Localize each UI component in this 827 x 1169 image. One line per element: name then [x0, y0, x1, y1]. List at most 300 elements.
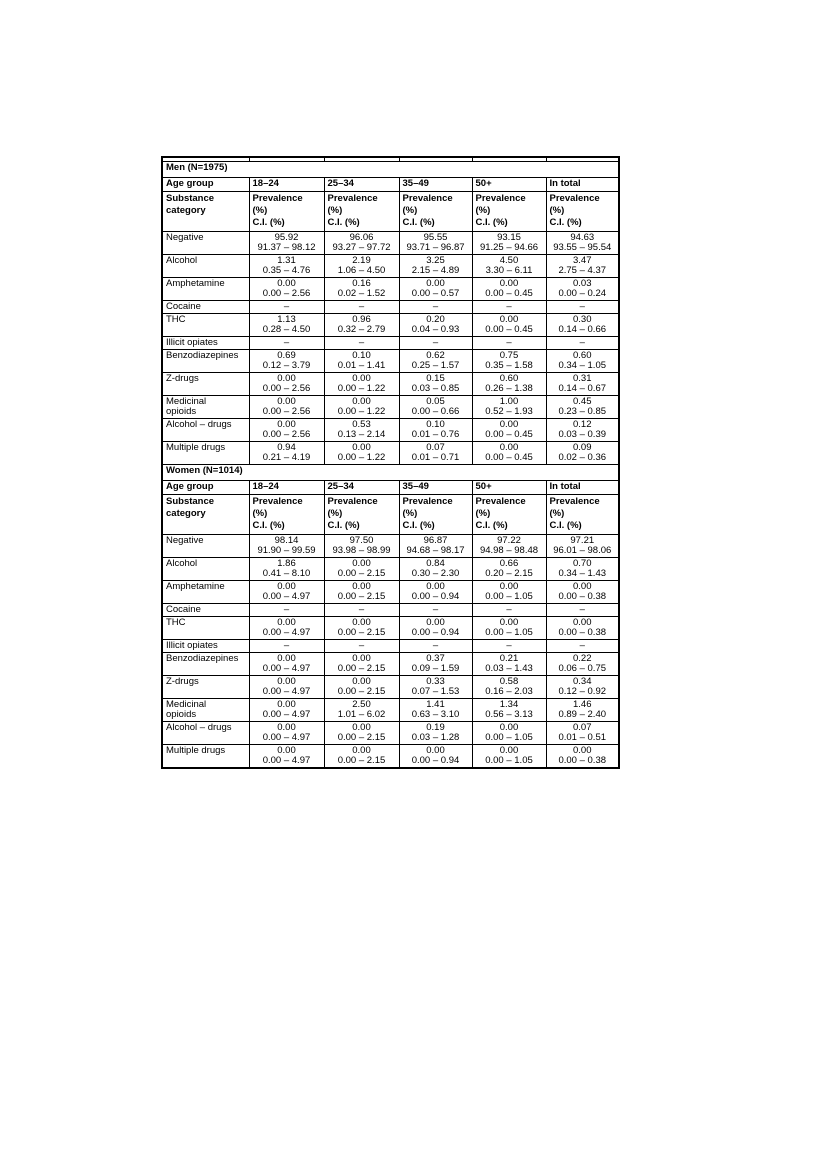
measure-header-row [162, 495, 619, 535]
cell-line: Z-drugs [166, 373, 199, 384]
cell-line: 0.00 [277, 617, 296, 628]
data-cell [546, 676, 619, 699]
data-cell [399, 350, 472, 373]
cell-line: 94.68 – 98.17 [406, 545, 465, 556]
cell-line: 0.00 – 1.05 [485, 627, 533, 638]
cell-line: 25–34 [327, 481, 354, 492]
data-cell [399, 255, 472, 278]
cell-line: – [432, 604, 439, 615]
cell-line: – [579, 337, 585, 348]
data-cell [249, 558, 324, 581]
cell-line: 91.90 – 99.59 [257, 545, 316, 556]
cell-line: 0.02 – 0.36 [558, 452, 607, 463]
cell-line: 0.00 [426, 581, 445, 592]
age-group-header [162, 178, 249, 192]
data-cell [324, 350, 399, 373]
cell-line: In total [549, 481, 581, 492]
cell-line: 0.00 – 0.94 [411, 627, 460, 638]
substance-label [162, 442, 249, 465]
substance-label [162, 278, 249, 301]
substance-label [162, 558, 249, 581]
cell-line: opioids [166, 709, 197, 720]
section-title: Men (N=1975) [162, 162, 619, 178]
data-cell [249, 278, 324, 301]
cell-line: (%) [402, 205, 418, 216]
data-cell [472, 581, 546, 604]
cell-line: 0.00 – 0.38 [558, 591, 607, 602]
cell-line: Prevalence [327, 193, 378, 204]
cell-line: 93.71 – 96.87 [406, 242, 465, 253]
cell-line: 0.26 – 1.38 [485, 383, 533, 394]
cell-line: 0.00 – 0.94 [411, 755, 460, 766]
cell-line: 0.00 [352, 676, 371, 687]
cell-line: 2.50 [352, 699, 371, 710]
data-cell [324, 419, 399, 442]
data-cell [546, 301, 619, 314]
data-cell [472, 676, 546, 699]
table-row [162, 442, 619, 465]
cell-line: Cocaine [166, 301, 201, 312]
section-title: Women (N=1014) [162, 465, 619, 481]
cell-line: 0.01 – 0.76 [411, 429, 460, 440]
substance-label [162, 617, 249, 640]
cell-line: – [506, 301, 512, 312]
data-cell [324, 278, 399, 301]
cell-line: 94.98 – 98.48 [479, 545, 539, 556]
cell-line: 0.06 – 0.75 [558, 663, 607, 674]
cell-line: 1.00 [499, 396, 519, 407]
cell-line: 50+ [475, 178, 492, 189]
cell-line: 2.19 [352, 255, 371, 266]
cell-line: Alcohol [166, 558, 198, 569]
cell-line: 93.27 – 97.72 [332, 242, 391, 253]
prevalence-ci-header [324, 192, 399, 232]
cell-line: 0.00 – 0.38 [558, 627, 607, 638]
data-cell [546, 337, 619, 350]
cell-line: C.I. (%) [327, 520, 360, 531]
table-row [162, 653, 619, 676]
data-cell [546, 581, 619, 604]
cell-line: 0.00 [352, 722, 371, 733]
table-row [162, 640, 619, 653]
cell-line: C.I. (%) [252, 520, 285, 531]
data-cell [472, 232, 546, 255]
data-cell [472, 558, 546, 581]
data-cell [249, 640, 324, 653]
data-cell [324, 558, 399, 581]
age-group-header [162, 481, 249, 495]
data-cell [249, 373, 324, 396]
cell-line: category [166, 205, 206, 216]
cell-line: 0.00 – 1.22 [337, 452, 386, 463]
substance-label [162, 255, 249, 278]
cell-line: 1.86 [277, 558, 296, 569]
cell-line: 0.16 [352, 278, 371, 289]
cell-line: 0.00 [277, 278, 296, 289]
cell-line: 0.00 – 4.97 [262, 663, 311, 674]
prevalence-ci-header [472, 495, 546, 535]
cell-line: 0.53 [352, 419, 371, 430]
substance-label [162, 337, 249, 350]
cell-line: 0.00 – 2.56 [262, 429, 311, 440]
cell-line: C.I. (%) [402, 217, 435, 228]
cell-line: 93.98 – 98.99 [332, 545, 391, 556]
cell-line: 93.55 – 95.54 [553, 242, 612, 253]
cell-line: 0.21 [499, 653, 519, 664]
cell-line: Prevalence [549, 496, 600, 507]
cell-line: 98.14 [274, 535, 299, 546]
cell-line: C.I. (%) [252, 217, 285, 228]
cell-line: 0.00 – 1.22 [337, 406, 386, 417]
cell-line: 0.30 [573, 314, 592, 325]
cell-line: 0.01 – 0.71 [411, 452, 460, 463]
cell-line: (%) [402, 508, 418, 519]
cell-line: Medicinal [166, 699, 207, 710]
data-cell [546, 350, 619, 373]
data-cell [472, 722, 546, 745]
cell-line: 3.25 [426, 255, 445, 266]
data-cell [472, 396, 546, 419]
data-cell [399, 604, 472, 617]
cell-line: Alcohol – drugs [166, 722, 232, 733]
cell-line: 0.00 [573, 581, 592, 592]
data-cell [472, 617, 546, 640]
cell-line: 0.09 [573, 442, 592, 453]
cell-line: 0.00 – 4.97 [262, 686, 311, 697]
cell-line: 91.25 – 94.66 [479, 242, 539, 253]
cell-line: 0.89 – 2.40 [558, 709, 607, 720]
substance-label [162, 640, 249, 653]
substance-label [162, 535, 249, 558]
substance-label [162, 581, 249, 604]
cell-line: 0.32 – 2.79 [337, 324, 386, 335]
cell-line: 0.69 [277, 350, 296, 361]
cell-line: Prevalence [549, 193, 600, 204]
cell-line: 97.22 [497, 535, 521, 546]
cell-line: Substance [166, 496, 215, 507]
data-cell [324, 255, 399, 278]
cell-line: 0.00 [499, 722, 519, 733]
cell-line: – [358, 604, 365, 615]
data-cell [249, 535, 324, 558]
cell-line: 1.41 [426, 699, 445, 710]
data-cell [399, 337, 472, 350]
cell-line: 4.50 [499, 255, 519, 266]
cell-line: 0.60 [573, 350, 592, 361]
data-cell [324, 373, 399, 396]
cell-line: 0.28 – 4.50 [262, 324, 311, 335]
cell-line: – [358, 640, 365, 651]
cell-line: Prevalence [475, 496, 526, 507]
cell-line: 0.00 [499, 314, 519, 325]
cell-line: 93.15 [497, 232, 521, 243]
cell-line: 2.75 – 4.37 [558, 265, 607, 276]
cell-line: 0.00 [426, 278, 445, 289]
cell-line: Substance [166, 193, 215, 204]
cell-line: 0.00 [573, 617, 592, 628]
cell-line: 0.60 [499, 373, 519, 384]
cell-line: Cocaine [166, 604, 201, 615]
cell-line: 35–49 [402, 178, 429, 189]
prevalence-ci-header [546, 192, 619, 232]
cell-line: 1.31 [277, 255, 296, 266]
cell-line: 0.00 – 1.05 [485, 591, 533, 602]
data-cell [399, 419, 472, 442]
cell-line: 0.00 [499, 419, 519, 430]
data-cell [249, 676, 324, 699]
cell-line: 0.00 [277, 581, 296, 592]
cell-line: C.I. (%) [402, 520, 435, 531]
cell-line: 0.03 – 0.85 [411, 383, 460, 394]
prevalence-ci-header [472, 192, 546, 232]
substance-category-header [162, 495, 249, 535]
cell-line: 0.41 – 8.10 [262, 568, 311, 579]
data-cell [546, 745, 619, 769]
cell-line: C.I. (%) [475, 520, 508, 531]
cell-line: 1.46 [573, 699, 592, 710]
age-col-header [546, 481, 619, 495]
cell-line: 0.00 – 1.22 [337, 383, 386, 394]
data-cell [546, 535, 619, 558]
cell-line: 0.31 [573, 373, 592, 384]
table-row [162, 396, 619, 419]
cell-line: 0.00 – 4.97 [262, 591, 311, 602]
data-cell [472, 419, 546, 442]
cell-line: 0.00 – 4.97 [262, 755, 311, 766]
cell-line: (%) [549, 508, 565, 519]
cell-line: Prevalence [475, 193, 526, 204]
cell-line: Alcohol – drugs [166, 419, 232, 430]
cell-line: 0.00 [352, 373, 371, 384]
data-cell [399, 699, 472, 722]
cell-line: opioids [166, 406, 197, 417]
data-cell [324, 676, 399, 699]
data-cell [249, 745, 324, 769]
substance-category-header [162, 192, 249, 232]
cell-line: 0.84 [426, 558, 445, 569]
data-cell [546, 278, 619, 301]
cell-line: Amphetamine [166, 581, 225, 592]
cell-line: 0.00 [352, 745, 371, 756]
data-cell [249, 581, 324, 604]
cell-line: 0.00 [352, 581, 371, 592]
data-cell [324, 722, 399, 745]
cell-line: 18–24 [252, 481, 279, 492]
cell-line: 0.20 – 2.15 [485, 568, 533, 579]
cell-line: 0.00 – 0.45 [485, 324, 533, 335]
cell-line: 0.05 [426, 396, 445, 407]
cell-line: 50+ [475, 481, 492, 492]
cell-line: 0.00 – 1.05 [485, 755, 533, 766]
age-col-header [324, 178, 399, 192]
data-cell [472, 301, 546, 314]
cell-line: (%) [475, 508, 491, 519]
cell-line: 2.15 – 4.89 [411, 265, 460, 276]
cell-line: 0.00 [352, 558, 371, 569]
cell-line: 0.56 – 3.13 [485, 709, 533, 720]
substance-label [162, 745, 249, 769]
data-cell [399, 653, 472, 676]
cell-line: 25–34 [327, 178, 354, 189]
age-col-header [546, 178, 619, 192]
cell-line: 0.75 [499, 350, 519, 361]
cell-line: C.I. (%) [475, 217, 508, 228]
table-row [162, 301, 619, 314]
cell-line: – [283, 301, 290, 312]
data-cell [546, 653, 619, 676]
data-cell [324, 699, 399, 722]
cell-line: – [432, 337, 439, 348]
cell-line: 0.00 [277, 676, 296, 687]
cell-line: 0.07 [426, 442, 445, 453]
data-cell [472, 314, 546, 337]
data-cell [546, 373, 619, 396]
table-row [162, 419, 619, 442]
data-cell [399, 558, 472, 581]
cell-line: – [579, 301, 585, 312]
cell-line: Medicinal [166, 396, 207, 407]
data-cell [324, 745, 399, 769]
cell-line: Negative [166, 232, 204, 243]
table-row [162, 350, 619, 373]
cell-line: 0.00 – 0.45 [485, 288, 533, 299]
table-row [162, 745, 619, 769]
table-row [162, 676, 619, 699]
age-col-header [472, 178, 546, 192]
cell-line: 0.03 – 1.28 [411, 732, 460, 743]
table-row [162, 617, 619, 640]
cell-line: C.I. (%) [327, 217, 360, 228]
data-cell [546, 604, 619, 617]
substance-label [162, 350, 249, 373]
cell-line: 0.62 [426, 350, 445, 361]
data-cell [399, 535, 472, 558]
age-col-header [324, 481, 399, 495]
data-cell [472, 604, 546, 617]
data-cell [399, 396, 472, 419]
cell-line: 0.25 – 1.57 [411, 360, 460, 371]
data-cell [249, 722, 324, 745]
age-col-header [249, 481, 324, 495]
cell-line: 0.00 [499, 581, 519, 592]
cell-line: 0.58 [499, 676, 519, 687]
data-cell [399, 676, 472, 699]
cell-line: – [283, 604, 290, 615]
table-row [162, 255, 619, 278]
cell-line: (%) [327, 205, 343, 216]
cell-line: 0.00 [277, 396, 296, 407]
data-cell [249, 442, 324, 465]
table-row [162, 373, 619, 396]
data-cell [399, 722, 472, 745]
cell-line: 0.12 [573, 419, 592, 430]
measure-header-row [162, 192, 619, 232]
cell-line: 0.63 – 3.10 [411, 709, 460, 720]
cell-line: 0.00 – 2.56 [262, 406, 311, 417]
cell-line: – [358, 337, 365, 348]
data-cell [472, 255, 546, 278]
data-cell [324, 442, 399, 465]
cell-line: 0.00 [277, 373, 296, 384]
prevalence-ci-header [249, 192, 324, 232]
data-cell [249, 419, 324, 442]
cell-line: Negative [166, 535, 204, 546]
data-cell [249, 337, 324, 350]
data-cell [324, 301, 399, 314]
data-cell [249, 314, 324, 337]
prevalence-ci-header [399, 495, 472, 535]
cell-line: Multiple drugs [166, 442, 226, 453]
substance-label [162, 232, 249, 255]
cell-line: 0.00 [352, 653, 371, 664]
cell-line: 0.09 – 1.59 [411, 663, 460, 674]
age-header-row [162, 178, 619, 192]
cell-line: 0.00 [277, 722, 296, 733]
substance-label [162, 676, 249, 699]
cell-line: – [432, 301, 439, 312]
cell-line: 35–49 [402, 481, 429, 492]
cell-line: 1.01 – 6.02 [337, 709, 386, 720]
cell-line: 0.00 – 1.05 [485, 732, 533, 743]
cell-line: 0.33 [426, 676, 445, 687]
data-cell [546, 255, 619, 278]
cell-line: 0.12 – 3.79 [262, 360, 311, 371]
substance-label [162, 314, 249, 337]
cell-line: 0.34 [573, 676, 592, 687]
substance-label [162, 396, 249, 419]
cell-line: 0.00 [352, 396, 371, 407]
data-cell [399, 745, 472, 769]
cell-line: 0.35 – 4.76 [262, 265, 311, 276]
cell-line: 0.00 – 2.15 [337, 627, 386, 638]
cell-line: 0.00 [352, 442, 371, 453]
cell-line: Illicit opiates [166, 337, 218, 348]
data-cell [472, 699, 546, 722]
data-cell [399, 581, 472, 604]
cell-line: (%) [252, 508, 268, 519]
cell-line: In total [549, 178, 581, 189]
cell-line: 0.16 – 2.03 [485, 686, 533, 697]
cell-line: 96.01 – 98.06 [553, 545, 612, 556]
data-cell [472, 653, 546, 676]
data-cell [249, 604, 324, 617]
cell-line: 0.00 – 0.57 [411, 288, 460, 299]
cell-line: 0.10 [426, 419, 445, 430]
cell-line: – [283, 640, 290, 651]
cell-line: 0.00 – 0.66 [411, 406, 460, 417]
table-row [162, 699, 619, 722]
cell-line: 0.00 [573, 745, 592, 756]
cell-line: 0.00 – 4.97 [262, 709, 311, 720]
table-row [162, 337, 619, 350]
substance-label [162, 419, 249, 442]
cell-line: 0.00 [277, 699, 296, 710]
data-cell [399, 278, 472, 301]
cell-line: Prevalence [327, 496, 378, 507]
cell-line: (%) [549, 205, 565, 216]
cell-line: – [506, 640, 512, 651]
cell-line: 0.02 – 1.52 [337, 288, 386, 299]
data-cell [546, 314, 619, 337]
age-col-header [399, 481, 472, 495]
cell-line: – [506, 604, 512, 615]
data-cell [472, 442, 546, 465]
cell-line: 0.04 – 0.93 [411, 324, 460, 335]
section-title-row [162, 465, 619, 481]
cell-line: 0.03 – 1.43 [485, 663, 533, 674]
table-row [162, 232, 619, 255]
data-cell [399, 314, 472, 337]
